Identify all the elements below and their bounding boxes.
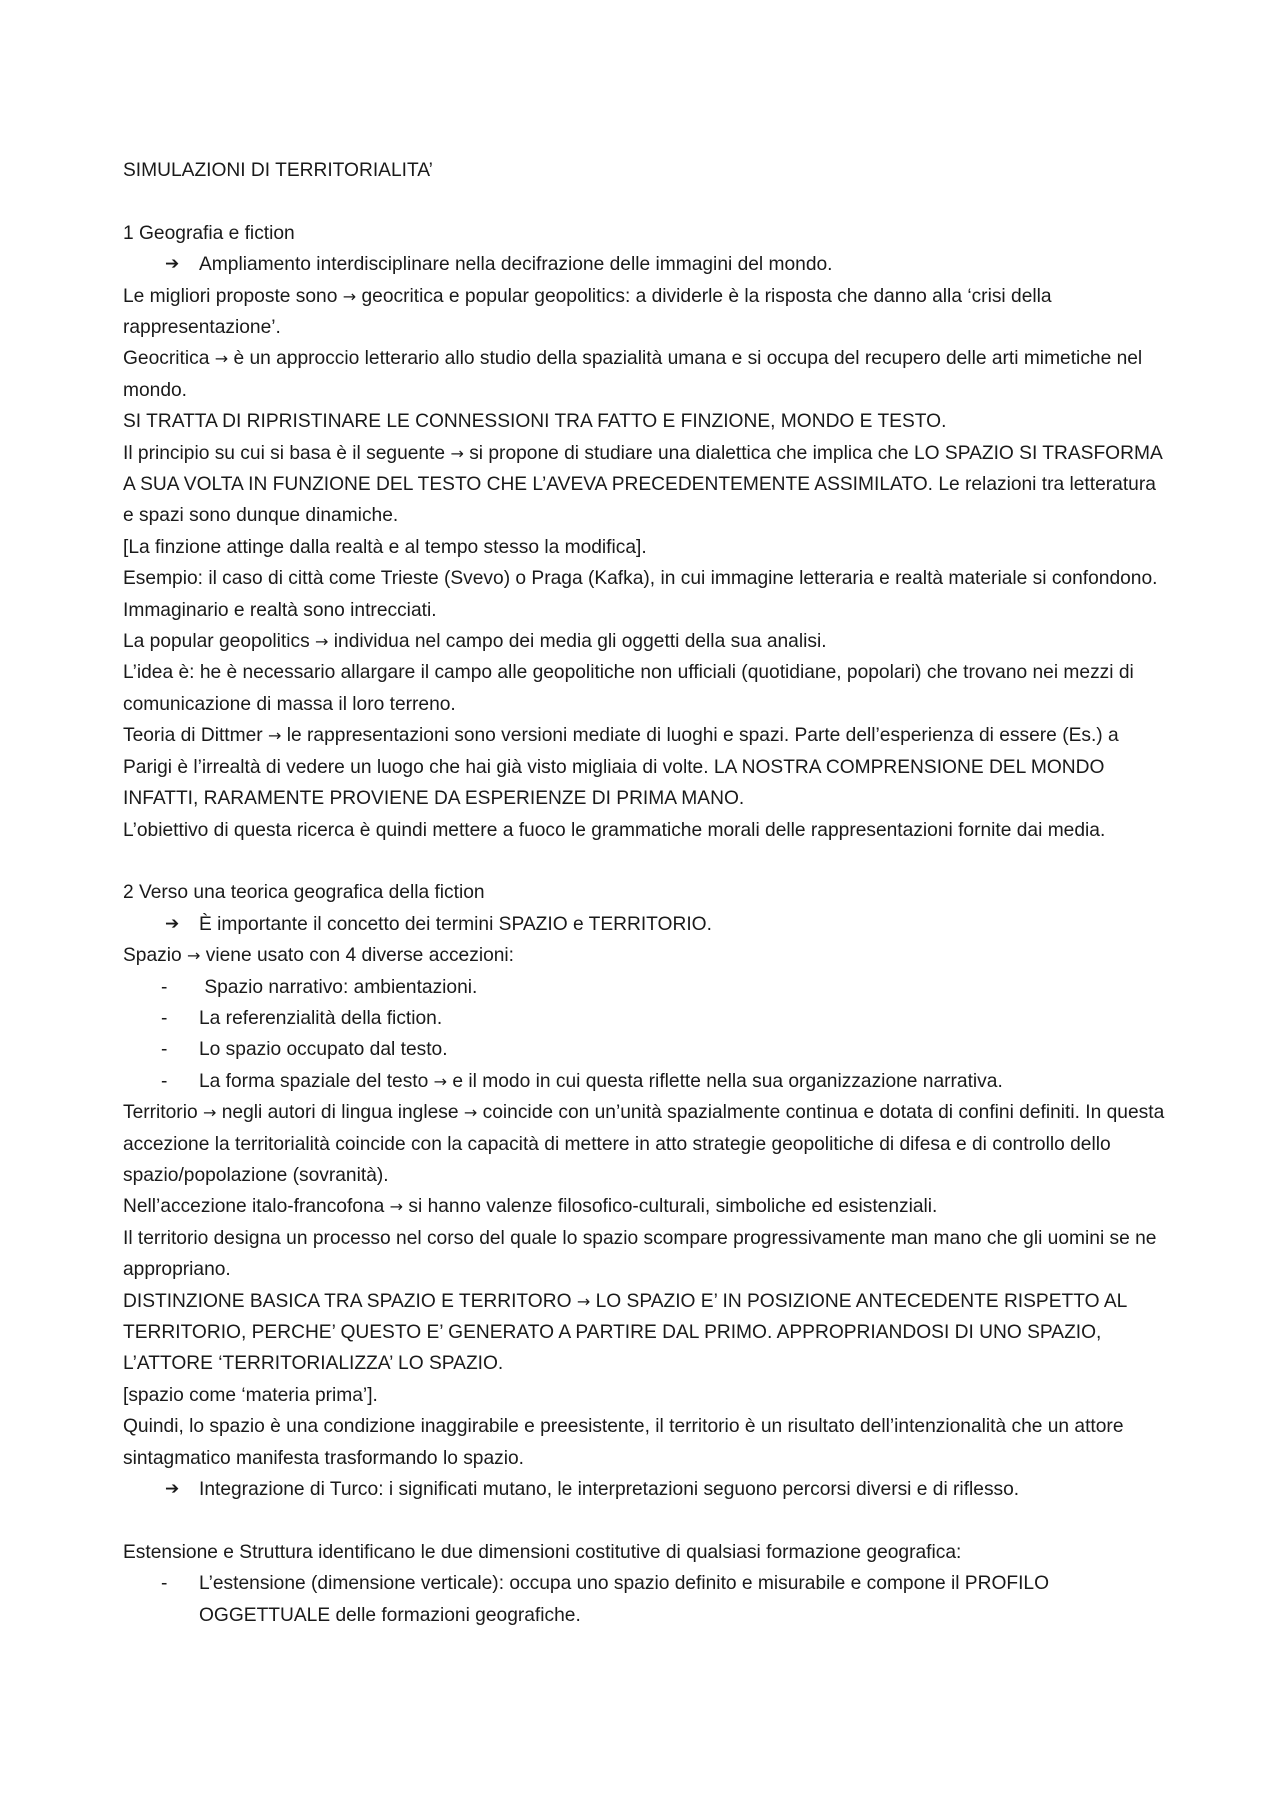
paragraph: Territorio → negli autori di lingua inglese → coincide con un’unità spazialmente continua e dotata di confini definiti. In questa accezione la territorialità coincide con la capacità di mettere in atto strategie geopolitiche di difesa e di controllo dello spazio/popolazione (sovranità).	[123, 1102, 1165, 1186]
list-item: - La referenzialità della fiction.	[123, 1003, 1168, 1034]
arrow-right-icon: →	[202, 1103, 217, 1123]
arrow-right-icon: ➔	[165, 1479, 180, 1500]
paragraph: Estensione e Struttura identificano le due dimensioni costitutive di qualsiasi formazione geografica:	[123, 1541, 962, 1563]
list-item: - Lo spazio occupato dal testo.	[123, 1034, 1168, 1065]
paragraph: Le migliori proposte sono → geocritica e popular geopolitics: a dividerle è la risposta che danno alla ‘crisi della rappresentazione’.	[123, 285, 1052, 339]
paragraph: SI TRATTA DI RIPRISTINARE LE CONNESSIONI TRA FATTO E FINZIONE, MONDO E TESTO.	[123, 411, 947, 433]
paragraph: [La finzione attinge dalla realtà e al tempo stesso la modifica].	[123, 536, 647, 558]
list-item: - La forma spaziale del testo → e il modo in cui questa riflette nella sua organizzazione narrativa.	[123, 1066, 1168, 1097]
blank-line	[123, 186, 1168, 217]
paragraph: Spazio → viene usato con 4 diverse accezioni:	[123, 945, 515, 967]
dash-bullet: -	[161, 1573, 168, 1595]
document-body	[123, 155, 1168, 1631]
paragraph: Il territorio designa un processo nel corso del quale lo spazio scompare progressivamente man mano che gli uomini se ne appropriano.	[123, 1227, 1157, 1281]
arrow-bullet: ➔ È importante il concetto dei termini SPAZIO e TERRITORIO.	[123, 909, 1168, 940]
dash-bullet: -	[161, 1007, 168, 1029]
paragraph: Nell’accezione italo-francofona → si hanno valenze filosofico-culturali, simboliche ed esistenziali.	[123, 1196, 938, 1218]
arrow-right-icon: →	[187, 946, 201, 966]
dash-bullet: -	[161, 976, 168, 998]
blank-line	[123, 1505, 1168, 1536]
arrow-right-icon: →	[315, 632, 329, 652]
paragraph: Teoria di Dittmer → le rappresentazioni sono versioni mediate di luoghi e spazi. Parte dell’esperienza di essere (Es.) a Parigi è l’irrealtà di vedere un luogo che hai già visto migliaia di volte. LA NOSTRA COMPRENSIONE DEL MONDO INFATTI, RARAMENTE PROVIENE DA ESPERIENZE DI PRIMA MANO.	[123, 725, 1119, 810]
paragraph: [spazio come ‘materia prima’].	[123, 1384, 378, 1406]
section-heading: 2 Verso una teorica geografica della fiction	[123, 882, 485, 904]
arrow-right-icon: →	[389, 1197, 404, 1217]
arrow-right-icon: ➔	[165, 913, 180, 934]
arrow-right-icon: →	[576, 1291, 591, 1311]
dash-bullet: -	[161, 1039, 168, 1061]
dash-bullet: -	[161, 1070, 168, 1092]
blank-line	[123, 846, 1168, 877]
document-title: SIMULAZIONI DI TERRITORIALITA’	[123, 160, 433, 181]
arrow-right-icon: ➔	[165, 254, 180, 275]
section-heading: 1 Geografia e fiction	[123, 222, 295, 244]
arrow-right-icon: →	[214, 349, 229, 369]
list-item: - L’estensione (dimensione verticale): occupa uno spazio definito e misurabile e compone il PROFILO OGGETTUALE delle formazioni geografiche.	[123, 1568, 1168, 1631]
paragraph: DISTINZIONE BASICA TRA SPAZIO E TERRITORO → LO SPAZIO E’ IN POSIZIONE ANTECEDENTE RISPETTO AL TERRITORIO, PERCHE’ QUESTO E’ GENERATO A PARTIRE DAL PRIMO. APPROPRIANDOSI DI UNO SPAZIO, L’ATTORE ‘TERRITORIALIZZA’ LO SPAZIO.	[123, 1290, 1127, 1375]
paragraph: L’obiettivo di questa ricerca è quindi mettere a fuoco le grammatiche morali delle rappresentazioni fornite dai media.	[123, 819, 1106, 841]
arrow-right-icon: →	[342, 286, 357, 306]
paragraph: Geocritica → è un approccio letterario allo studio della spazialità umana e si occupa del recupero delle arti mimetiche nel mondo.	[123, 348, 1143, 401]
paragraph: Quindi, lo spazio è una condizione inaggirabile e preesistente, il territorio è un risultato dell’intenzionalità che un attore sintagmatico manifesta trasformando lo spazio.	[123, 1416, 1124, 1469]
list-item: - Spazio narrativo: ambientazioni.	[123, 972, 1168, 1003]
arrow-right-icon: →	[433, 1071, 448, 1091]
arrow-right-icon: →	[450, 443, 464, 463]
paragraph: L’idea è: he è necessario allargare il campo alle geopolitiche non ufficiali (quotidiane, popolari) che trovano nei mezzi di comunicazione di massa il loro terreno.	[123, 662, 1134, 715]
arrow-bullet: ➔ Integrazione di Turco: i significati mutano, le interpretazioni seguono percorsi diversi e di riflesso.	[123, 1474, 1168, 1505]
arrow-right-icon: →	[268, 726, 282, 746]
arrow-bullet: ➔ Ampliamento interdisciplinare nella decifrazione delle immagini del mondo.	[123, 249, 1168, 280]
paragraph: Esempio: il caso di città come Trieste (Svevo) o Praga (Kafka), in cui immagine letteraria e realtà materiale si confondono. Immaginario e realtà sono intrecciati.	[123, 568, 1158, 621]
arrow-right-icon: →	[463, 1103, 478, 1123]
paragraph: La popular geopolitics → individua nel campo dei media gli oggetti della sua analisi.	[123, 631, 827, 653]
paragraph: Il principio su cui si basa è il seguente → si propone di studiare una dialettica che implica che LO SPAZIO SI TRASFORMA A SUA VOLTA IN FUNZIONE DEL TESTO CHE L’AVEVA PRECEDENTEMENTE ASSIMILATO. Le relazioni tra letteratura e spazi sono dunque dinamiche.	[123, 442, 1162, 527]
